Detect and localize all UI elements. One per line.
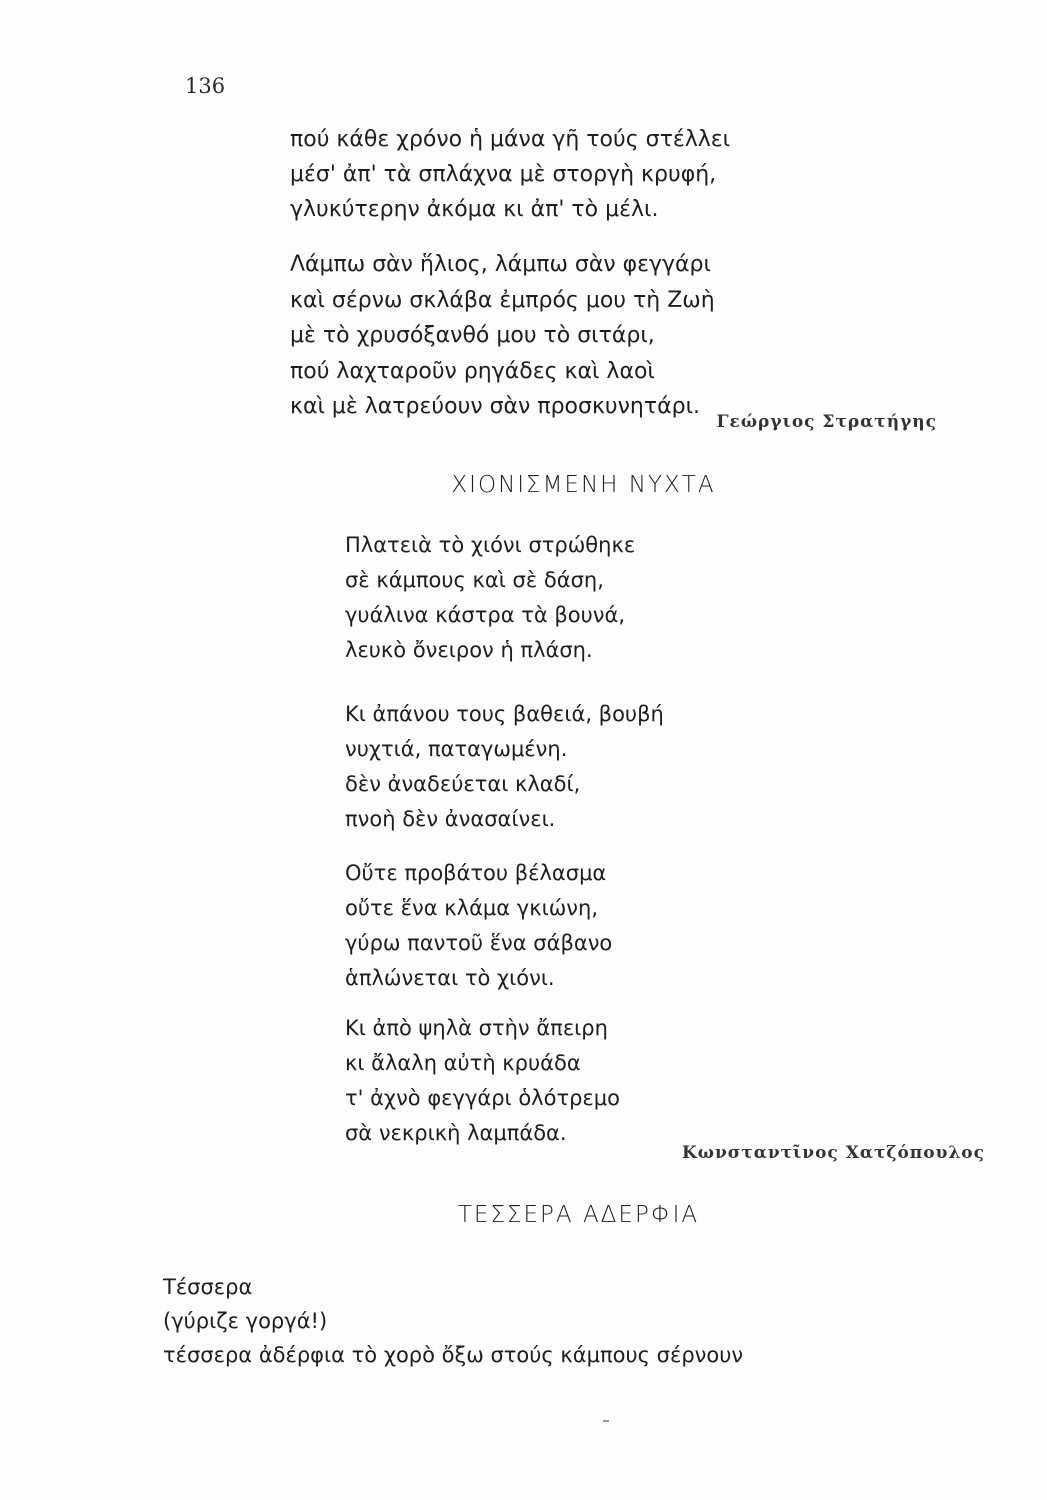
poem2-author-signature: Κωνσταντῖνος Χατζόπουλος <box>682 1143 985 1163</box>
verse-line: κι ἄλαλη αὐτὴ κρυάδα <box>345 1051 581 1075</box>
verse-line: καὶ σέρνω σκλάβα ἐμπρός μου τὴ Ζωὴ <box>290 287 715 313</box>
verse-line: οὔτε ἕνα κλάμα γκιώνη, <box>345 896 599 920</box>
verse-line: σὲ κάμπους καὶ σὲ δάση, <box>345 568 604 592</box>
verse-line: Λάμπω σὰν ἥλιος, λάμπω σὰν φεγγάρι <box>290 252 711 277</box>
verse-line: Πλατειὰ τὸ χιόνι στρώθηκε <box>345 533 636 557</box>
verse-line: γύρω παντοῦ ἕνα σάβανο <box>345 931 613 955</box>
verse-line: μέσ' ἀπ' τὰ σπλάχνα μὲ στοργὴ κρυφή, <box>290 162 717 187</box>
page-number: 136 <box>185 74 226 98</box>
verse-line: καὶ μὲ λατρεύουν σὰν προσκυνητάρι. <box>290 394 701 419</box>
verse-line: Τέσσερα <box>163 1275 253 1299</box>
poem2-stanza1 <box>345 528 635 668</box>
poem2-title: ΧΙΟΝΙΣΜΕΝΗ ΝΥΧΤΑ <box>451 472 716 498</box>
verse-line: νυχτιά, παταγωμένη. <box>345 737 568 761</box>
verse-line: λευκὸ ὄνειρον ἡ πλάση. <box>345 638 593 662</box>
verse-line: μὲ τὸ χρυσόξανθό μου τὸ σιτάρι, <box>290 323 655 348</box>
verse-line: τέσσερα ἀδέρφια τὸ χορὸ ὄξω στούς κάμπους σέρνουν <box>163 1343 744 1367</box>
poem2-stanza4 <box>345 1011 620 1151</box>
verse-line: πού κάθε χρόνο ἡ μάνα γῆ τούς στέλλει <box>290 127 731 152</box>
poem3-title: ΤΕΣΣΕΡΑ ΑΔΕΡΦΙΑ <box>457 1202 700 1228</box>
verse-line: (γύριζε γοργά!) <box>163 1309 328 1333</box>
verse-line: Κι ἀπὸ ψηλὰ στὴν ἄπειρη <box>345 1016 608 1040</box>
poem3-opening <box>163 1270 743 1372</box>
poem1-author-signature: Γεώργιος Στρατήγης <box>716 412 937 432</box>
poem1-stanza2 <box>290 247 715 425</box>
poem2-stanza2 <box>345 697 664 837</box>
print-speck <box>603 1420 609 1422</box>
verse-line: γυάλινα κάστρα τὰ βουνά, <box>345 603 626 627</box>
verse-line: σὰ νεκρικὴ λαμπάδα. <box>345 1121 567 1145</box>
verse-line: Κι ἀπάνου τους βαθειά, βουβή <box>345 702 664 726</box>
verse-line: πνοὴ δὲν ἀνασαίνει. <box>345 807 556 831</box>
verse-line: πού λαχταροῦν ρηγάδες καὶ λαοὶ <box>290 358 655 384</box>
verse-line: τ' ἀχνὸ φεγγάρι ὁλότρεμο <box>345 1086 620 1110</box>
verse-line: Οὔτε προβάτου βέλασμα <box>345 861 607 885</box>
poem2-stanza3 <box>345 856 612 996</box>
poem1-stanza1 <box>290 122 730 227</box>
verse-line: ἁπλώνεται τὸ χιόνι. <box>345 966 555 990</box>
verse-line: γλυκύτερην ἀκόμα κι ἀπ' τὸ μέλι. <box>290 197 659 222</box>
verse-line: δὲν ἀναδεύεται κλαδί, <box>345 772 581 796</box>
